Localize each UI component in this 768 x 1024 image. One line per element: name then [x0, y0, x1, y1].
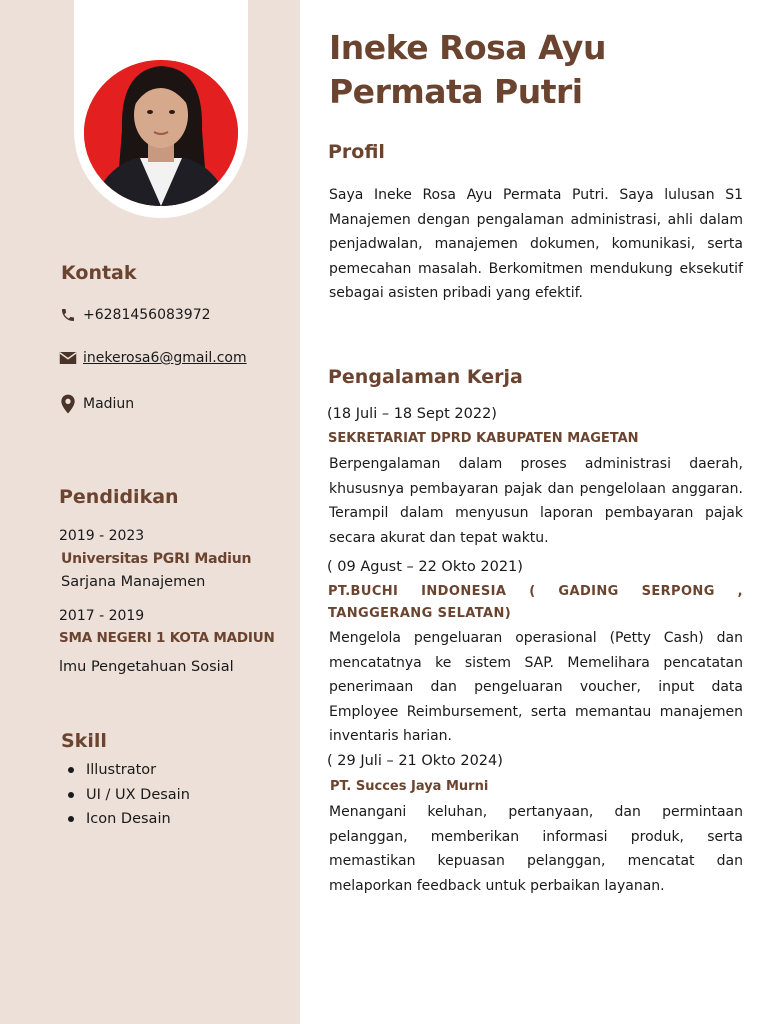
- skill-item: Icon Desain: [68, 807, 190, 832]
- experience-heading: Pengalaman Kerja: [328, 366, 523, 388]
- experience-3-period: ( 29 Juli – 21 Okto 2024): [327, 753, 503, 769]
- experience-2-period: ( 09 Agust – 22 Okto 2021): [327, 559, 523, 575]
- email-icon: [59, 349, 77, 367]
- profile-text: Saya Ineke Rosa Ayu Permata Putri. Saya lulusan S1 Manajemen dengan pengalaman administrasi, ahli dalam penjadwalan, manajemen dokumen, komunikasi, serta pemecahan masalah. Berkomitmen mendukung eksekutif sebagai asisten pribadi yang efektif.: [329, 187, 743, 301]
- experience-3-description: Menangani keluhan, pertanyaan, dan permintaan pelanggan, memberikan informasi produk, serta memastikan kepuasan pelanggan, mencatat dan melaporkan feedback untuk perbaikan layanan.: [329, 804, 743, 894]
- skill-item: UI / UX Desain: [68, 783, 190, 808]
- education-2-major: lmu Pengetahuan Sosial: [59, 659, 234, 675]
- skill-heading: Skill: [61, 730, 107, 752]
- bullet-icon: [68, 816, 74, 822]
- name-line-1: Ineke Rosa Ayu: [329, 28, 606, 67]
- location-text: Madiun: [83, 396, 135, 412]
- experience-2-description: Mengelola pengeluaran operasional (Petty Cash) dan mencatatnya ke sistem SAP. Memelihara pencatatan penerimaan dan pengeluaran voucher, input data Employee Reimbursement, serta memantau manajemen inventaris harian.: [329, 630, 743, 744]
- phone-icon: [59, 306, 77, 324]
- experience-1-description: Berpengalaman dalam proses administrasi daerah, khususnya pembayaran pajak dan pengelolaan anggaran. Terampil dalam menyusun laporan pembayaran pajak secara akurat dan tepat waktu.: [329, 456, 743, 546]
- education-heading: Pendidikan: [59, 486, 179, 508]
- email-link[interactable]: inekerosa6@gmail.com: [83, 350, 247, 366]
- education-2-years: 2017 - 2019: [59, 608, 145, 624]
- profile-photo: [84, 60, 238, 206]
- location-pin-icon: [59, 395, 77, 413]
- education-1-years: 2019 - 2023: [59, 528, 145, 544]
- skill-item: Illustrator: [68, 758, 190, 783]
- phone-number: +6281456083972: [83, 307, 211, 323]
- contact-location: [59, 395, 134, 413]
- education-2-school: SMA NEGERI 1 KOTA MADIUN: [59, 630, 275, 646]
- profile-heading: Profil: [328, 141, 385, 163]
- contact-phone: [59, 306, 211, 324]
- education-1-major: Sarjana Manajemen: [61, 574, 206, 590]
- experience-2-company: PT.BUCHI INDONESIA ( GADING SERPONG , TANGGERANG SELATAN): [328, 584, 743, 621]
- experience-3-company: PT. Succes Jaya Murni: [330, 779, 489, 794]
- education-1-school: Universitas PGRI Madiun: [61, 551, 252, 567]
- experience-1-period: (18 Juli – 18 Sept 2022): [327, 406, 497, 422]
- bullet-icon: [68, 792, 74, 798]
- bullet-icon: [68, 767, 74, 773]
- contact-heading: Kontak: [61, 262, 137, 284]
- resume-name: [329, 26, 606, 114]
- experience-1-company: SEKRETARIAT DPRD KABUPATEN MAGETAN: [328, 431, 639, 446]
- name-line-2: Permata Putri: [329, 72, 583, 111]
- skill-list: [68, 758, 190, 832]
- contact-email: [59, 349, 247, 367]
